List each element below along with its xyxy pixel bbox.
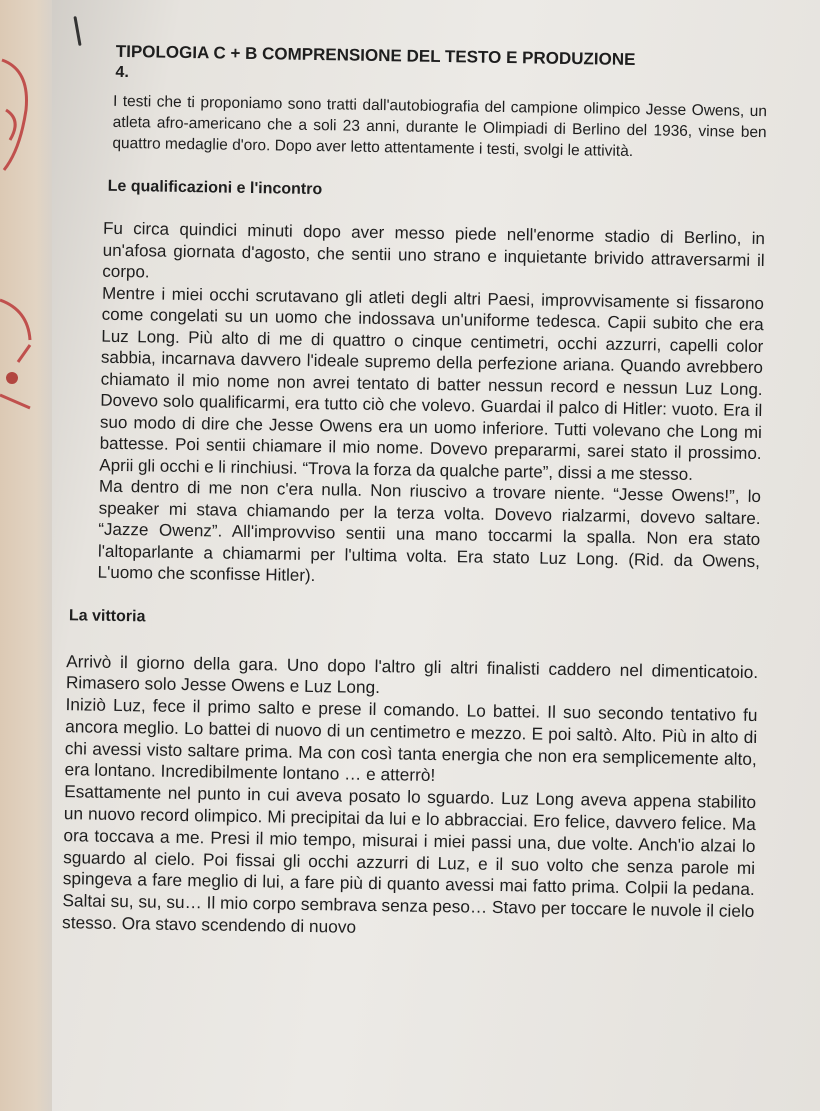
paragraph: Mentre i miei occhi scrutavano gli atleti degli altri Paesi, improvvisamente si fissarono come congelati su un uomo che indossava un'uniforme tedesca. Capii subito che era Luz Long. Più alto di me di quattro o cinque centimetri, occhi azzurri, capelli color sabbia, incarnava davvero l'ideale supremo della perfezione ariana. Quando avrebbero chiamato il mio nome non avrei tentato di batter nessun record e nessun Luz Long. Dovevo solo qualificarmi, era tutto ciò che volevo. Guardai il palco di Hitler: vuoto. Era il suo modo di dire che Jesse Owens era un uomo inferiore. Tutti volevano che Long mi battesse. Poi sentii chiamare il mio nome. Dovevo prepararmi, sarei stato il prossimo. Aprii gli occhi e li rinchiusi. “Trova la forza da qualche parte”, dissi a me stesso.: [99, 283, 765, 484]
paragraph: Esattamente nel punto in cui aveva posato lo sguardo. Luz Long aveva appena stabilito un nuovo record olimpico. Mi precipitai da lui e lo abbracciai. Ero felice, davvero felice. Ma ora toccava a me. Presi il mio tempo, misurai i miei passi una, due volte. Anch'io alzai lo sguardo al cielo. Poi fissai gli occhi azzurri di Luz, e il suo volto che senza parole mi spingeva a fare meglio di lui, a fare più di quanto avessi mai fatto prima. Colpii la pedana. Saltai su, su, su… Il mio corpo sembrava senza peso… Stavo per toccare le nuvole il cielo stesso. Ora stavo scendendo di nuovo: [61, 781, 757, 937]
paragraph: Ma dentro di me non c'era nulla. Non riuscivo a trovare niente. “Jesse Owens!”, lo speaker mi stava chiamando per la terza volta. Dovevo rialzarmi, dovevo saltare. “Jazze Owenz”. All'improvviso sentii una mano toccarmi la spalla. Non era stato l'altoparlante a chiamarmi per l'ultima volta. Era stato Luz Long. (Rid. da Owens, L'uomo che sconfisse Hitler).: [97, 476, 762, 586]
paragraph: Iniziò Luz, fece il primo salto e prese il comando. Lo battei. Il suo secondo tentativo fu ancora meglio. Lo battei di nuovo di un centimetro e mezzo. E poi saltò. Alto. Più in alto di chi avessi visto saltare prima. Ma con così tanta energia che non era semplicemente alto, era lontano. Incredibilmente lontano … e atterrò!: [64, 694, 758, 786]
decorative-ornament: [0, 0, 52, 1111]
paragraph: Arrivò il giorno della gara. Uno dopo l'altro gli altri finalisti caddero nel dimenticatoio. Rimasero solo Jesse Owens e Luz Long.: [65, 650, 759, 698]
paragraph: Fu circa quindici minuti dopo aver messo piede nell'enorme stadio di Berlino, in un'afosa giornata d'agosto, che sentii uno strano e inquietante brivido attraversarmi il corpo.: [102, 218, 766, 282]
section-qualificazioni: [51, 177, 765, 594]
section-title: La vittoria: [68, 606, 146, 625]
section-title: Le qualificazioni e l'incontro: [107, 177, 323, 199]
document-content: [46, 40, 768, 945]
intro-paragraph: I testi che ti proponiamo sono tratti dall'autobiografia del campione olimpico Jesse Owens, un atleta afro-americano che a soli 23 anni, durante le Olimpiadi di Berlino del 1936, vinse ben quattro medaglie d'oro. Dopo aver letto attentamente i testi, svolgi le attività.: [112, 92, 768, 161]
exercise-number: 4.: [115, 63, 129, 82]
document-title: TIPOLOGIA C + B COMPRENSIONE DEL TESTO E PRODUZIONE: [115, 41, 636, 70]
section-vittoria: [46, 606, 759, 944]
